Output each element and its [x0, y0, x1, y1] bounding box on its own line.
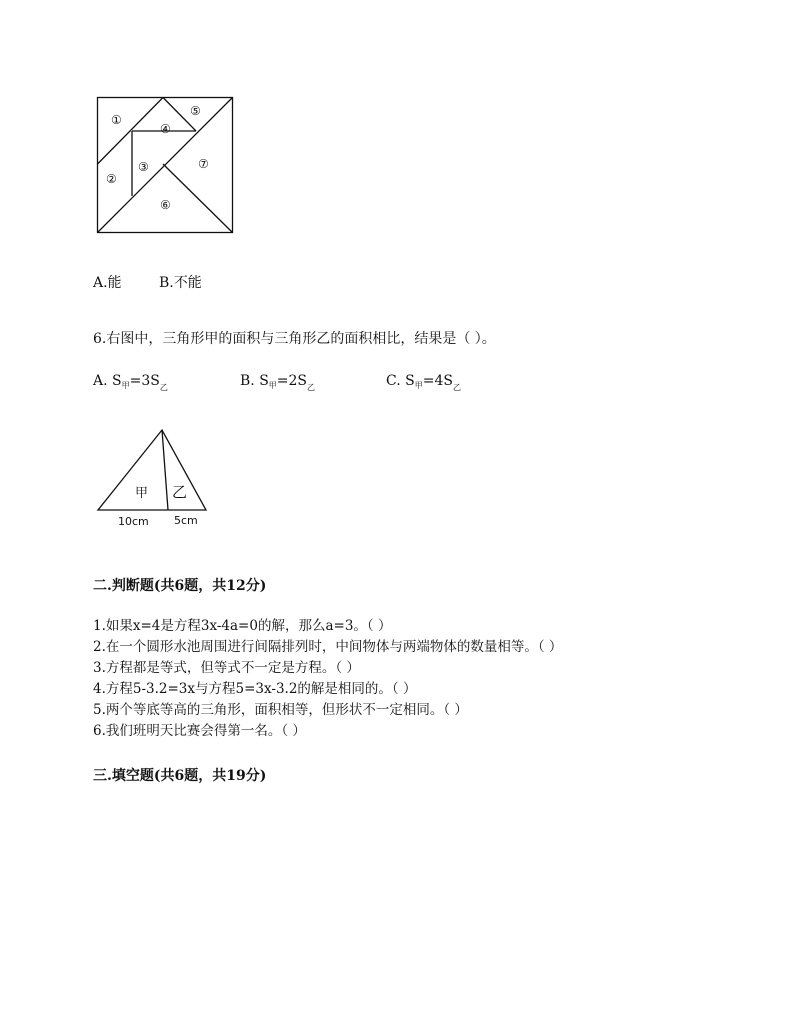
section-3-title: 三.填空题(共6题，共19分): [93, 768, 267, 784]
option-b[interactable]: B.不能: [159, 275, 202, 291]
option-subscript: 乙: [452, 383, 461, 392]
option-subscript: 甲: [268, 381, 277, 390]
triangle-yi-label: 乙: [172, 483, 188, 501]
base-left-label: 10cm: [118, 515, 149, 528]
judgement-item-3: 3.方程都是等式，但等式不一定是方程。（ ）: [93, 660, 360, 676]
judgement-item-4: 4.方程5-3.2=3x与方程5=3x-3.2的解是相同的。（ ）: [93, 681, 417, 697]
q6-option-c[interactable]: [386, 373, 461, 393]
tangram-label-7: ⑦: [198, 157, 209, 171]
tangram-figure: [92, 92, 238, 238]
option-text: =4S: [422, 373, 453, 389]
option-subscript: 乙: [307, 383, 316, 392]
tangram-label-2: ②: [106, 172, 117, 186]
tangram-label-3: ③: [138, 160, 149, 174]
section-2-title: 二.判断题(共6题，共12分): [93, 578, 267, 594]
q6-option-b[interactable]: [240, 373, 315, 393]
base-right-label: 5cm: [174, 514, 198, 527]
option-subscript: 甲: [121, 381, 130, 390]
triangle-divider: [162, 430, 168, 510]
option-text: B. S: [240, 373, 269, 389]
judgement-item-6: 6.我们班明天比赛会得第一名。（ ）: [93, 723, 306, 739]
option-subscript: 甲: [414, 381, 423, 390]
judgement-item-5: 5.两个等底等高的三角形，面积相等，但形状不一定相同。（ ）: [93, 702, 468, 718]
option-text: C. S: [386, 373, 415, 389]
option-subscript: 乙: [159, 383, 168, 392]
tangram-label-5: ⑤: [190, 104, 201, 118]
question-6: 6.右图中，三角形甲的面积与三角形乙的面积相比，结果是（ ）。: [93, 331, 496, 347]
judgement-item-2: 2.在一个圆形水池周围进行间隔排列时，中间物体与两端物体的数量相等。（ ）: [93, 639, 563, 655]
option-text: =2S: [276, 373, 308, 389]
judgement-item-1: 1.如果x=4是方程3x-4a=0的解，那么a=3。（ ）: [93, 618, 392, 634]
triangle-jia-label: 甲: [135, 486, 149, 501]
tangram-line: [163, 164, 233, 233]
tangram-label-1: ①: [111, 113, 122, 127]
option-text: A. S: [93, 373, 122, 389]
triangle-outline: [98, 430, 206, 510]
q6-option-a[interactable]: [93, 373, 168, 393]
option-text: =3S: [129, 373, 160, 389]
tangram-label-6: ⑥: [160, 198, 171, 212]
tangram-label-4: ④: [160, 122, 171, 136]
option-a[interactable]: A.能: [93, 275, 122, 291]
triangle-figure: [92, 425, 217, 533]
judgement-list: [93, 616, 562, 742]
